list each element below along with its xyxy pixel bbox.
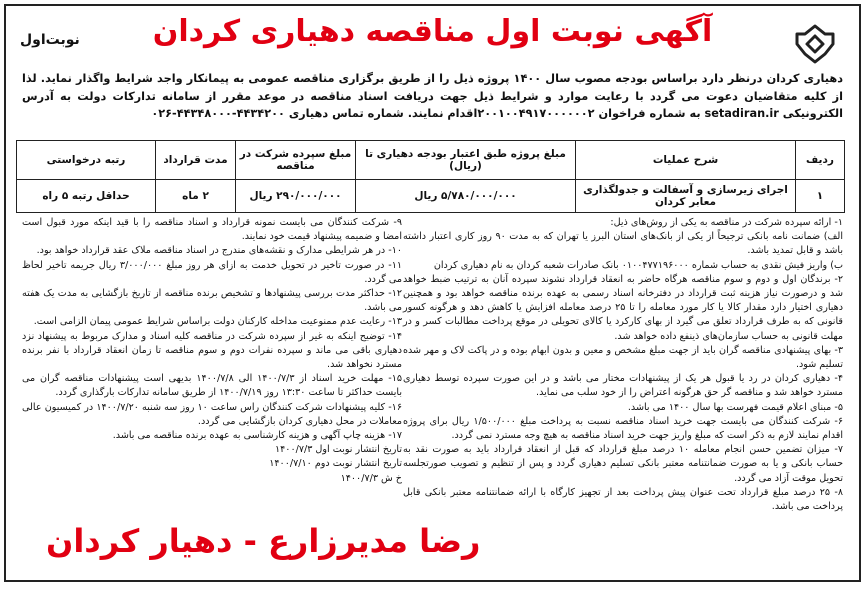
- publish-date-second: تاریخ انتشار نوبت دوم ۱۴۰۰/۷/۱۰: [269, 458, 402, 470]
- header-row-number: ردیف: [796, 141, 845, 180]
- condition-item: ۳- بهای پیشنهادی مناقصه گران باید از جهت مبلغ مشخص و معین و بدون ابهام بوده و در پاکت لاک و مهر شده تسلیم شود.: [403, 344, 843, 371]
- cell-row-number: ۱: [796, 180, 845, 213]
- conditions-right-column: [403, 216, 843, 514]
- condition-item: ۵- مبنای اعلام قیمت فهرست بها سال ۱۴۰۰ می باشد.: [627, 401, 843, 413]
- reference-code: خ ش ۱۴۰۰/۷/۳: [340, 472, 402, 484]
- condition-item: ۱۵- مهلت خرید اسناد از ۱۴۰۰/۷/۳ الی ۱۴۰۰/۷/۸ بدیهی است پیشنهادات مناقصه گران می بایست حداکثر تا ساعت ۱۳:۳۰ روز ۱۴۰۰/۷/۱۹ از طریق سامانه تدارکات بارگذاری گردد.: [22, 373, 403, 399]
- tender-notice: [4, 4, 861, 582]
- project-table: [16, 140, 845, 213]
- condition-item: ۱- ارائه سپرده شرکت در مناقصه به یکی از روش‌های ذیل:: [610, 217, 843, 228]
- condition-item: ۹- شرکت کنندگان می بایست نمونه قرارداد و اسناد مناقصه را با قید اینکه مورد قبول است امضا و ضمیمه پیشنهاد قیمت خود نمایند.: [22, 217, 402, 243]
- cell-rank: حداقل رتبه ۵ راه: [17, 180, 156, 213]
- intro-paragraph: دهیاری کردان درنظر دارد براساس بودجه مصوب سال ۱۴۰۰ پروژه ذیل را از طریق برگزاری مناقصه عمومی به پیمانکار واجد شرایط واگذار نماید. لذا از کلیه متقاضیان دعوت می گردد با رعایت موارد و شرایط ذیل جهت دریافت اسناد مناقصه در موعد مقرر از سامانه تدارکات دولت به آدرس الکترونیکی setadiran.ir به شماره فراخوان ۲۰۰۱۰۰۴۹۱۷۰۰۰۰۰۰۲اقدام نمایند. شماره تماس دهیاری ۴۴۳۴۲۰۰-۴۴۳۴۸۰۰۰-۰۲۶: [22, 72, 843, 120]
- condition-item: ۲- برندگان اول و دوم و سوم مناقصه هرگاه حاضر به انعقاد قرارداد نشوند سپرده آنان به ترتیب ضبط خواهد شد و درصورت نیاز هزینه ثبت قرارداد در دفترخانه اسناد رسمی به عهده برنده مناقصه خواهد بود و همچنین دهیاری اختیار دارد مقدار کالا یا کار مورد معامله را تا ۲۵ درصد معامله افزایش یا کاهش دهد و هرگونه کسور قانونی که به طرف قرارداد تعلق می گیرد از بهای کارکرد یا کالای تحویلی در موقع پرداخت مطالبات کسر و در مهلت قانونی به حساب سازمان‌های ذینفع داده خواهد شد.: [403, 273, 843, 342]
- cell-description: اجرای زیرسازی و آسفالت و جدولگذاری معابر کردان: [576, 180, 796, 213]
- condition-item: ۱۷- هزینه چاپ آگهی و هزینه کارشناسی به عهده برنده مناقصه می باشد.: [112, 430, 402, 442]
- condition-item: ۷- میزان تضمین حسن انجام معامله ۱۰ درصد مبلغ قرارداد که قبل از انعقاد قرارداد باید به صورت نقد به حساب بانکی و یا به صورت ضمانتنامه معتبر بانکی تسلیم دهیاری گردد و پس از تنظیم و تصویب صورتجلسه تحویل موقت آزاد می گردد.: [403, 444, 843, 484]
- cell-duration: ۲ ماه: [156, 180, 236, 213]
- table-row: [17, 180, 845, 213]
- header-rank: رتبه درخواستی: [17, 141, 156, 180]
- condition-item: ۱۳- رعایت عدم ممنوعیت مداخله کارکنان دولت براساس شرایط عمومی پیمان الزامی است.: [33, 316, 402, 328]
- header-description: شرح عملیات: [576, 141, 796, 180]
- condition-item: ۱۰- در هر شرایطی مدارک و نقشه‌های مندرج در اسناد مناقصه ملاک عقد قرارداد خواهد بود.: [36, 245, 402, 257]
- page-title: آگهی نوبت اول مناقصه دهیاری کردان: [152, 14, 713, 49]
- header-duration: مدت قرارداد: [156, 141, 236, 180]
- cell-project-amount: ۵/۷۸۰/۰۰۰/۰۰۰ ریال: [356, 180, 576, 213]
- condition-item: ۴- دهیاری کردان در رد یا قبول هر یک از پیشنهادات مختار می باشد و در این صورت سپرده توسط دهیاری مسترد خواهد شد و مناقصه گر حق هرگونه اعتراض را از خود سلب می نماید.: [403, 373, 843, 399]
- notice-label: نوبت‌اول: [20, 32, 80, 48]
- condition-item: ۱۱- در صورت تاخیر در تحویل خدمت به ازای هر روز مبلغ ۳/۰۰۰/۰۰۰ ریال جریمه تاخیر لحاظ می گردد.: [22, 259, 402, 285]
- header-deposit: مبلغ سپرده شرکت در مناقصه: [236, 141, 356, 180]
- condition-item: الف) ضمانت نامه بانکی ترجیحاً از یکی از بانک‌های استان البرز یا تهران که به مدت ۹۰ روز کاری اعتبار داشته باشد و قابل تمدید باشد.: [403, 231, 844, 257]
- condition-item: ۱۶- کلیه پیشنهادات شرکت کنندگان راس ساعت ۱۰ روز سه شنبه ۱۴۰۰/۷/۲۰ در کمیسیون عالی معاملات در محل دهیاری کردان بازگشایی می گردد.: [22, 401, 402, 427]
- header-project-amount: مبلغ پروژه طبق اعتبار بودجه دهیاری تا (ریال): [356, 141, 576, 180]
- condition-item: ۶- شرکت کنندگان می بایست جهت خرید اسناد مناقصه نسبت به پرداخت مبلغ ۱/۵۰۰/۰۰۰ ریال برای پروژه اقدام نمایند لازم به ذکر است که مبلغ واریز جهت خرید اسناد مناقصه به هیچ وجه مسترد نمی گردد.: [403, 415, 843, 442]
- cell-deposit: ۲۹۰/۰۰۰/۰۰۰ ریال: [236, 180, 356, 213]
- condition-item: ۱۲- حداکثر مدت بررسی پیشنهادها و تشخیص برنده مناقصه از تاریخ بازگشایی به مدت یک هفته می باشد.: [22, 288, 402, 314]
- condition-item: ۸- ۲۵ درصد مبلغ قرارداد تحت عنوان پیش پرداخت بعد از تجهیز کارگاه با ارائه ضمانتنامه معتبر بانکی قابل پرداخت می باشد.: [403, 486, 843, 513]
- publish-date-first: تاریخ انتشار نوبت اول ۱۴۰۰/۷/۳: [274, 444, 402, 456]
- condition-item: ب) واریز فیش نقدی به حساب شماره ۰۱۰۰۴۷۷۱۹۶۰۰۰ بانک صادرات شعبه کردان به نام دهیاری کردان: [433, 259, 843, 271]
- condition-item: ۱۴- توضیح اینکه به غیر از سپرده شرکت در مناقصه کلیه اسناد و مدارک مربوط به پیشنهاد نزد دهیاری باقی می ماند و سپرده نفرات دوم و سوم مناقصه تا زمان انعقاد قرارداد با نفر برنده مسترد نخواهد شد.: [22, 330, 402, 371]
- table-header-row: [17, 141, 845, 180]
- conditions-left-column: [22, 216, 402, 486]
- signature: رضا مدیرزارع - دهیار کردان: [46, 522, 481, 560]
